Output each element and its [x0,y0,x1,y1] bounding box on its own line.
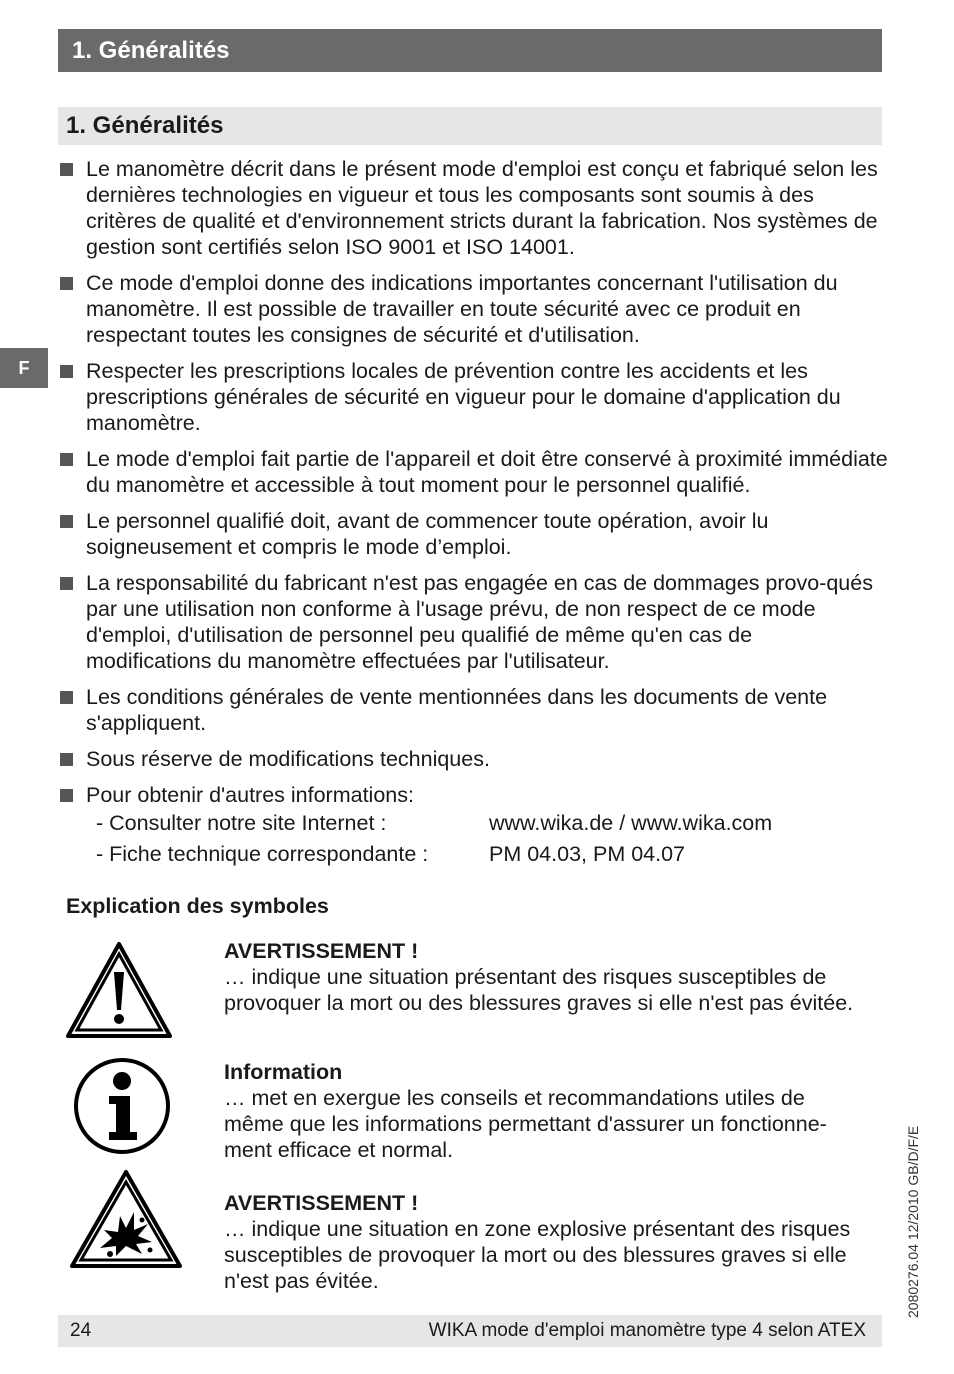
list-item: Le manomètre décrit dans le présent mode d'emploi est conçu et fabriqué selon les dernières technologies en vigueur et tous les composants sont soumis à des critères de qualité et d'environnement stricts durant la fabrication. Nos systèmes de gestion sont certifiés selon ISO 9001 et ISO 14001. [58,156,881,260]
symbol-information-text: … met en exergue les conseils et recommandations utiles de même que les informations permettant d'assurer un fonctionne-ment efficace et normal. [224,1086,827,1162]
symbol-warning-heading: AVERTISSEMENT ! [224,939,419,963]
general-info-list [58,156,888,870]
list-item: Respecter les prescriptions locales de prévention contre les accidents et les prescriptions générales de sécurité en vigueur pour le domaine d'application du manomètre. [58,358,861,436]
datasheet-value: PM 04.03, PM 04.07 [489,842,685,866]
website-label: - Consulter notre site Internet : [96,811,387,835]
symbol-explosion-warning [224,1190,884,1294]
document-code: 2080276.04 12/2010 GB/D/F/E [905,1125,921,1318]
symbol-warning [224,938,884,1016]
list-item: Ce mode d'emploi donne des indications importantes concernant l'utilisation du manomètre. Il est possible de travailler en toute sécurité avec ce produit en respectant toutes les consignes de sécurité et d'utilisation. [58,270,881,348]
list-item: Pour obtenir d'autres informations: [58,782,888,808]
list-item: La responsabilité du fabricant n'est pas engagée en cas de dommages provo-qués par une utilisation non conforme à l'usage prévu, de non respect de ce mode d'emploi, d'utilisation de personnel peu qualifié de même qu'en cas de modifications du manomètre effectuées par l'utilisateur. [58,570,881,674]
list-item: Sous réserve de modifications techniques. [58,746,888,772]
list-item: Le personnel qualifié doit, avant de commencer toute opération, avoir lu soigneusement et compris le mode d’emploi. [58,508,846,560]
list-item: Les conditions générales de vente mentionnées dans les documents de vente s'appliquent. [58,684,881,736]
symbol-warning-text: … indique une situation présentant des risques susceptibles de provoquer la mort ou des blessures graves si elle n'est pas évitée. [224,965,854,1015]
symbol-explosion-heading: AVERTISSEMENT ! [224,1191,419,1215]
warning-triangle-icon [64,940,174,1040]
website-row [86,808,888,839]
explosion-warning-icon [68,1168,184,1270]
language-tab: F [0,348,48,388]
symbols-title: Explication des symboles [66,894,329,918]
section-heading [58,107,882,145]
website-value: www.wika.de / www.wika.com [489,811,773,835]
symbol-explosion-text: … indique une situation en zone explosive présentant des risques susceptibles de provoquer la mort ou des blessures graves si elle n'est pas évitée. [224,1217,851,1293]
information-icon [72,1056,172,1156]
datasheet-label: - Fiche technique correspondante : [96,842,429,866]
page-number: 24 [70,1320,92,1341]
symbol-information [224,1059,884,1163]
footer-title: WIKA mode d'emploi manomètre type 4 selon ATEX [428,1320,866,1341]
page-footer [58,1315,882,1347]
datasheet-row [86,839,888,870]
page-header-title: 1. Généralités [72,37,230,64]
more-info-links [58,808,888,870]
symbol-information-heading: Information [224,1060,343,1084]
list-item: Le mode d'emploi fait partie de l'appareil et doit être conservé à proximité immédiate du manomètre et accessible à tout moment pour le personnel qualifié. [58,446,901,498]
page-header [58,29,882,72]
section-title: 1. Généralités [66,112,224,139]
